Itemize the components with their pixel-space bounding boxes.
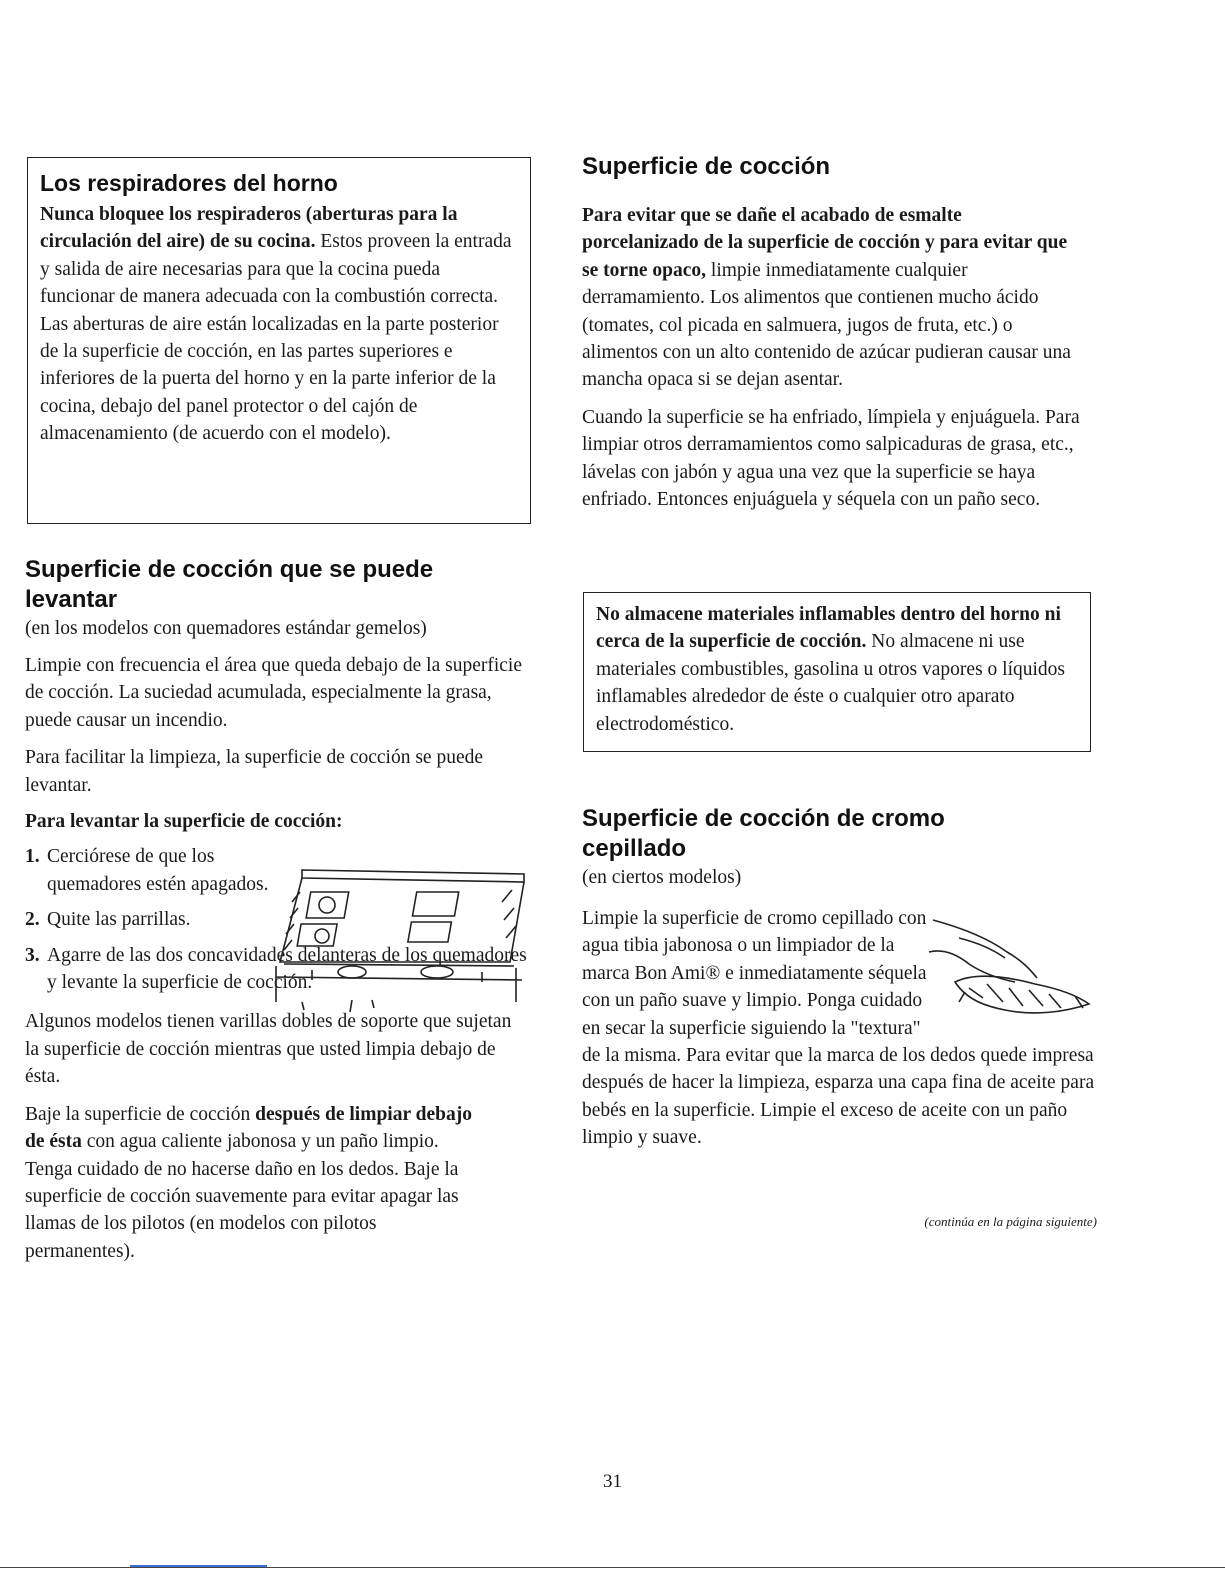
lift-top-subtitle: (en los modelos con quemadores estándar gemelos) [25, 618, 427, 639]
lifted-cooktop-illustration [272, 862, 532, 1022]
lift-top-paragraph-1: Limpie con frecuencia el área que queda debajo de la superficie de cocción. La suciedad acumulada, especialmente la grasa, puede causar un incendio. [25, 655, 522, 731]
vents-lead: Nunca bloquee los respiraderos (aberturas para la circulación del aire) de su cocina. [40, 204, 458, 253]
vents-text [40, 201, 516, 448]
flammables-warning-box [583, 592, 1091, 752]
hand-wiping-illustration [925, 912, 1095, 1022]
cooktop-paragraph-1: Para evitar que se dañe el acabado de esmalte porcelanizado de la superficie de cocción y para evitar que se torne opaco, limpie inmediatamente cualquier derramamiento. Los alimentos que contienen mucho ácido (tomates, col picada en salmuera, jugos de fruta, etc.) o alimentos con un alto contenido de azúcar pudieran causar una mancha opaca si se dejan asentar. [582, 205, 1071, 391]
vents-title: Los respiradores del horno [40, 170, 338, 196]
cooktop-section [582, 152, 1097, 513]
list-item: 3. Agarre de las dos concavidades delanteras de los quemadores y levante la superficie de cocción. [25, 944, 527, 994]
vents-notice-box [27, 157, 531, 524]
list-item: 2. Quite las parrillas. [25, 909, 191, 931]
warning-text: No almacene materiales inflamables dentro del horno ni cerca de la superficie de cocción. No almacene ni use materiales combustibles, gasolina u otros vapores o líquidos inflamables alrededor de éste o cualquier otro aparato electrodoméstico. [596, 604, 1065, 735]
chrome-title: Superficie de cocción de cromo cepillado [582, 805, 945, 862]
bottom-accent-rule [130, 1565, 267, 1567]
lift-top-title: Superficie de cocción que se puede levantar [25, 556, 434, 613]
chrome-paragraph: Limpie la superficie de cromo cepillado con agua tibia jabonosa o un limpiador de la marca Bon Ami® e inmediatamente séquela con un paño suave y limpio. Ponga cuidado en secar la superficie siguiendo la "textura" de la misma. Para evitar que la marca de los dedos quede impresa después de hacer la limpieza, esparza una capa fina de aceite para bebés en la superficie. Limpie el exceso de aceite con un paño limpio y suave. [582, 908, 1095, 1149]
lift-top-paragraph-2: Para facilitar la limpieza, la superficie de cocción se puede levantar. [25, 747, 484, 796]
bottom-rule [0, 1567, 1225, 1568]
lift-top-paragraph-3: Algunos modelos tienen varillas dobles de soporte que sujetan la superficie de cocción mientras que usted limpia debajo de ésta. [25, 1011, 512, 1088]
page-number: 31 [603, 1471, 622, 1492]
list-item: 1. Cerciórese de que los quemadores estén apagados. [25, 846, 269, 895]
lift-steps-heading: Para levantar la superficie de cocción: [25, 811, 343, 833]
vents-body: Estos proveen la entrada y salida de aire necesarias para que la cocina pueda funcionar de manera adecuada con la combustión correcta. Las aberturas de aire están localizadas en la parte posterior de la superficie de cocción, en las partes superiores e inferiores de la puerta del horno y en la parte inferior de la cocina, debajo del panel protector o del cajón de almacenamiento (de acuerdo con el modelo). [40, 231, 512, 445]
lift-top-paragraph-4: Baje la superficie de cocción después de limpiar debajo de ésta con agua caliente jabonosa y un paño limpio. Tenga cuidado de no hacerse daño en los dedos. Baje la superficie de cocción suavemente para evitar apagar las llamas de los pilotos (en modelos con pilotos permanentes). [25, 1103, 472, 1262]
continued-note: (continúa en la página siguiente) [924, 1214, 1097, 1229]
chrome-subtitle: (en ciertos modelos) [582, 867, 742, 888]
cooktop-paragraph-2: Cuando la superficie se ha enfriado, límpiela y enjuáguela. Para limpiar otros derramamientos como salpicaduras de grasa, etc., lávelas con jabón y agua una vez que la superficie se haya enfriado. Entonces enjuáguela y séquela con un paño seco. [582, 406, 1080, 511]
cooktop-title: Superficie de cocción [582, 153, 831, 180]
